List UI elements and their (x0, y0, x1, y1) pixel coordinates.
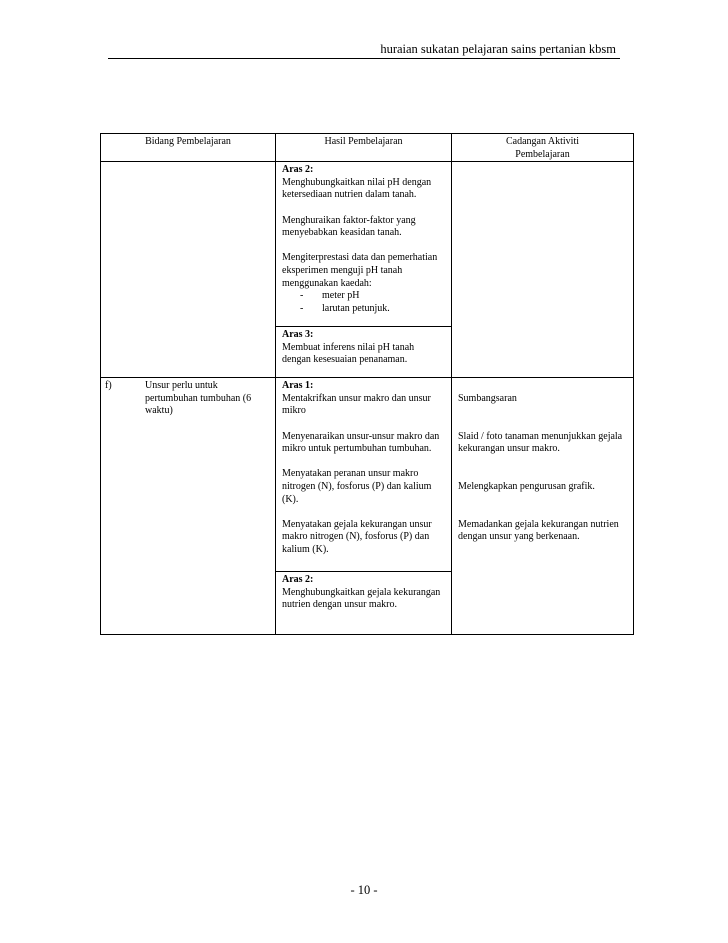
outcome-item: Menghubungkaitkan gejala kekurangan nutrien dengan unsur makro. (282, 586, 441, 611)
method-list (282, 290, 445, 315)
topic-text: Unsur perlu untuk pertumbuhan tumbuhan (6 waktu) (145, 380, 252, 417)
row2-aras1-block (276, 378, 451, 571)
header-title: huraian sukatan pelajaran sains pertanian kbsm (380, 42, 616, 56)
table-row (101, 378, 634, 635)
syllabus-table (100, 133, 634, 635)
row1-activity-cell (452, 162, 634, 378)
table-header-row (101, 134, 634, 162)
row2-aras2-block (276, 571, 451, 634)
row2-outcomes-cell (276, 378, 452, 635)
column-header-hasil: Hasil Pembelajaran (276, 134, 452, 162)
list-item: - larutan petunjuk. (300, 303, 445, 316)
aras-label: Aras 2: (282, 164, 314, 176)
aras-label: Aras 3: (282, 329, 314, 341)
aras-label: Aras 2: (282, 574, 314, 586)
activity-item: Melengkapkan pengurusan grafik. (458, 480, 595, 492)
row2-topic-cell (101, 378, 276, 635)
activity-item: Memadankan gejala kekurangan nutrien dengan unsur yang berkenaan. (458, 518, 619, 543)
outcome-item: Mengiterprestasi data dan pemerhatian eksperimen menguji pH tanah menggunakan kaedah: (282, 252, 438, 289)
topic-letter: f) (105, 380, 112, 392)
activity-item: Slaid / foto tanaman menunjukkan gejala kekurangan unsur makro. (458, 430, 623, 455)
row1-aras2-block (276, 162, 451, 326)
row1-topic-cell (101, 162, 276, 378)
table-row (101, 162, 634, 378)
aras-label: Aras 1: (282, 380, 314, 392)
outcome-item: Menghuraikan faktor-faktor yang menyebabkan keasidan tanah. (282, 214, 416, 239)
activity-item: Sumbangsaran (458, 393, 517, 405)
page-header (108, 42, 620, 59)
row1-aras3-block (276, 326, 451, 377)
column-header-cadangan: Cadangan Aktiviti Pembelajaran (452, 134, 634, 162)
row2-activity-cell (452, 378, 634, 635)
outcome-item: Membuat inferens nilai pH tanah dengan kesesuaian penanaman. (282, 341, 415, 366)
list-item: - meter pH (300, 290, 445, 303)
outcome-item: Menyenaraikan unsur-unsur makro dan mikro untuk pertumbuhan tumbuhan. (282, 430, 440, 455)
column-header-bidang: Bidang Pembelajaran (101, 134, 276, 162)
outcome-item: Menyatakan gejala kekurangan unsur makro nitrogen (N), fosforus (P) dan kalium (K). (282, 518, 432, 555)
outcome-item: Menyatakan peranan unsur makro nitrogen (N), fosforus (P) dan kalium (K). (282, 468, 432, 505)
outcome-item: Mentakrifkan unsur makro dan unsur mikro (282, 392, 431, 417)
page-number: - 10 - (350, 883, 378, 897)
outcome-item: Menghubungkaitkan nilai pH dengan ketersediaan nutrien dalam tanah. (282, 176, 432, 201)
row1-outcomes-cell (276, 162, 452, 378)
